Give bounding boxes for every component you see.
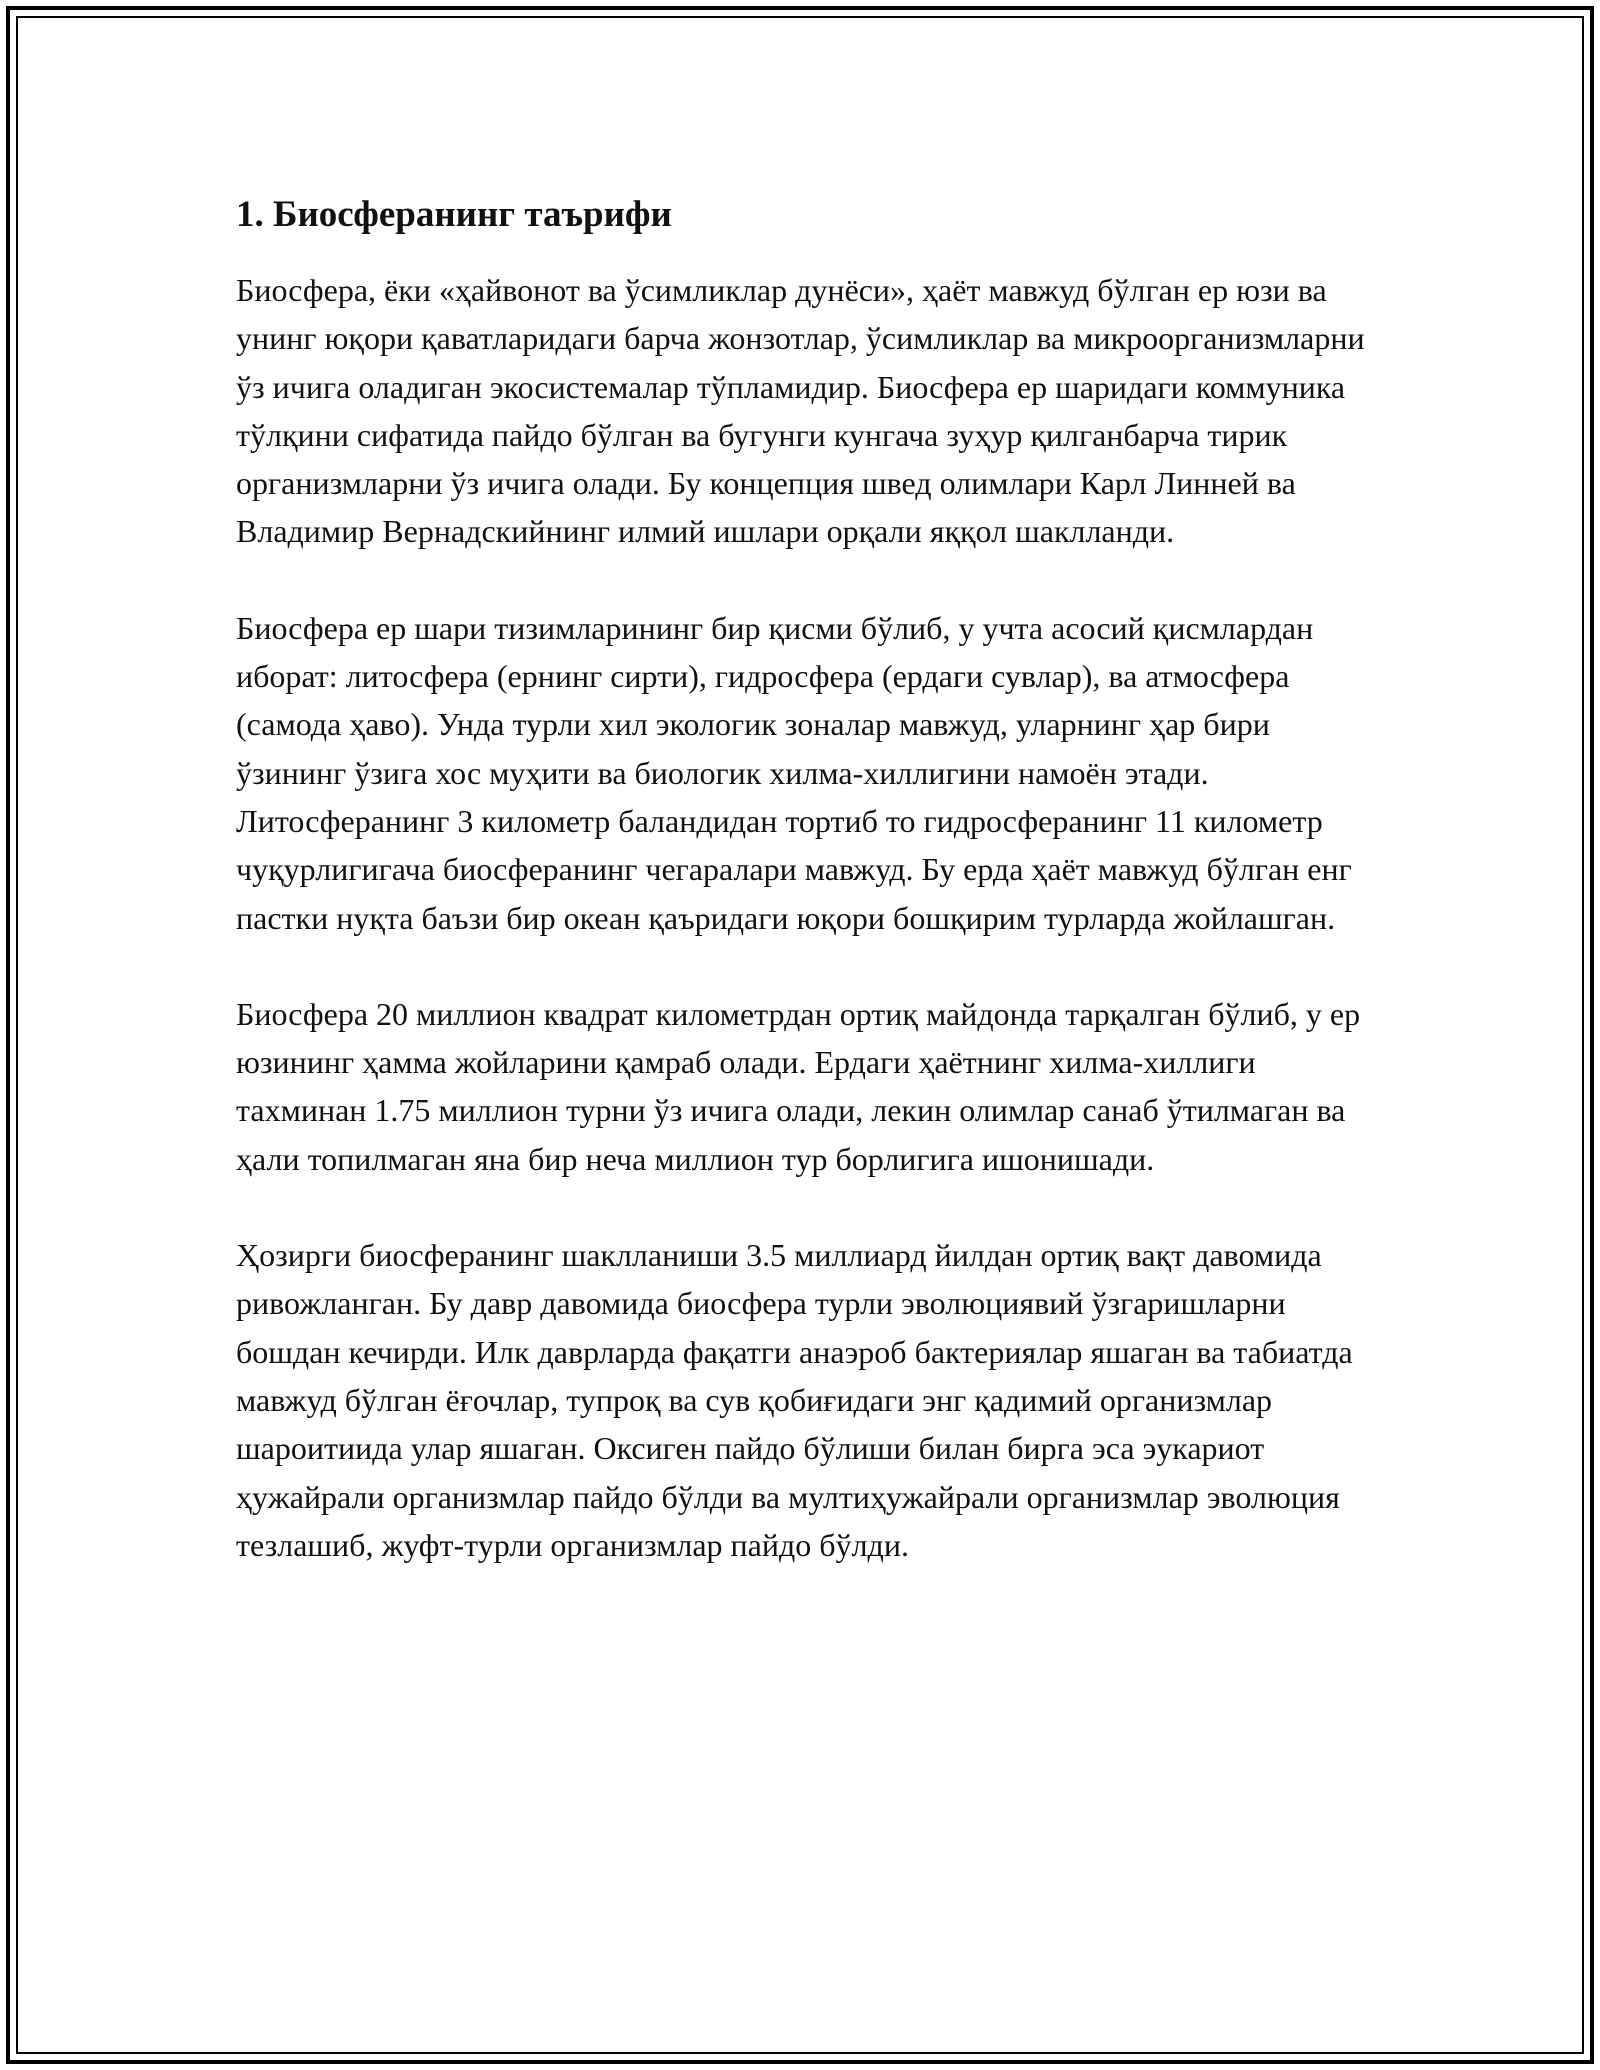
paragraph-1: Биосфера, ёки «ҳайвонот ва ўсимликлар дунёси», ҳаёт мавжуд бўлган ер юзи ва унинг юқори қаватларидаги барча жонзотлар, ўсимликлар ва микроорганизмларни ўз ичига оладиган экосистемалар тўпламидир. Биосфера ер шаридаги коммуника тўлқини сифатида пайдо бўлган ва бугунги кунгача зуҳур қилганбарча тирик организмларни ўз ичига олади. Бу концепция швед олимлари Карл Линней ва Владимир Вернадскийнинг илмий ишлари орқали яққол шаклланди. — [236, 272, 1365, 550]
paragraph-3: Биосфера 20 миллион квадрат километрдан ортиқ майдонда тарқалган бўлиб, у ер юзининг ҳамма жойларини қамраб олади. Ердаги ҳаётнинг хилма-хиллиги тахминан 1.75 миллион турни ўз ичига олади, лекин олимлар санаб ўтилмаган ва ҳали топилмаган яна бир неча миллион тур борлигига ишонишади. — [236, 995, 1361, 1177]
section-heading: 1. Биосферанинг таърифи — [236, 194, 672, 235]
document-body — [236, 182, 1366, 1617]
paragraph-4: Ҳозирги биосферанинг шаклланиши 3.5 миллиард йилдан ортиқ вақт давомида ривожланган. Бу давр давомида биосфера турли эволюциявий ўзгаришларни бошдан кечирди. Илк даврларда фақатги анаэроб бактериялар яшаган ва табиатда мавжуд бўлган ёғочлар, тупроқ ва сув қобиғидаги энг қадимий организмлар шароитиида улар яшаган. Оксиген пайдо бўлиши билан бирга эса эукариот ҳужайрали организмлар пайдо бўлди ва мултиҳужайрали организмлар эволюция тезлашиб, жуфт-турли организмлар пайдо бўлди. — [236, 1237, 1353, 1563]
paragraph-2: Биосфера ер шари тизимларининг бир қисми бўлиб, у учта асосий қисмлардан иборат: литосфера (ернинг сирти), гидросфера (ердаги сувлар), ва атмосфера (самода ҳаво). Унда турли хил экологик зоналар мавжуд, уларнинг ҳар бири ўзининг ўзига хос муҳити ва биологик хилма-хиллигини намоён этади. Литосферанинг 3 километр баландидан тортиб то гидросферанинг 11 километр чуқурлигигача биосферанинг чегаралари мавжуд. Бу ерда ҳаёт мавжуд бўлган енг пастки нуқта баъзи бир океан қаъридаги юқори бошқирим турларда жойлашган. — [236, 609, 1352, 936]
